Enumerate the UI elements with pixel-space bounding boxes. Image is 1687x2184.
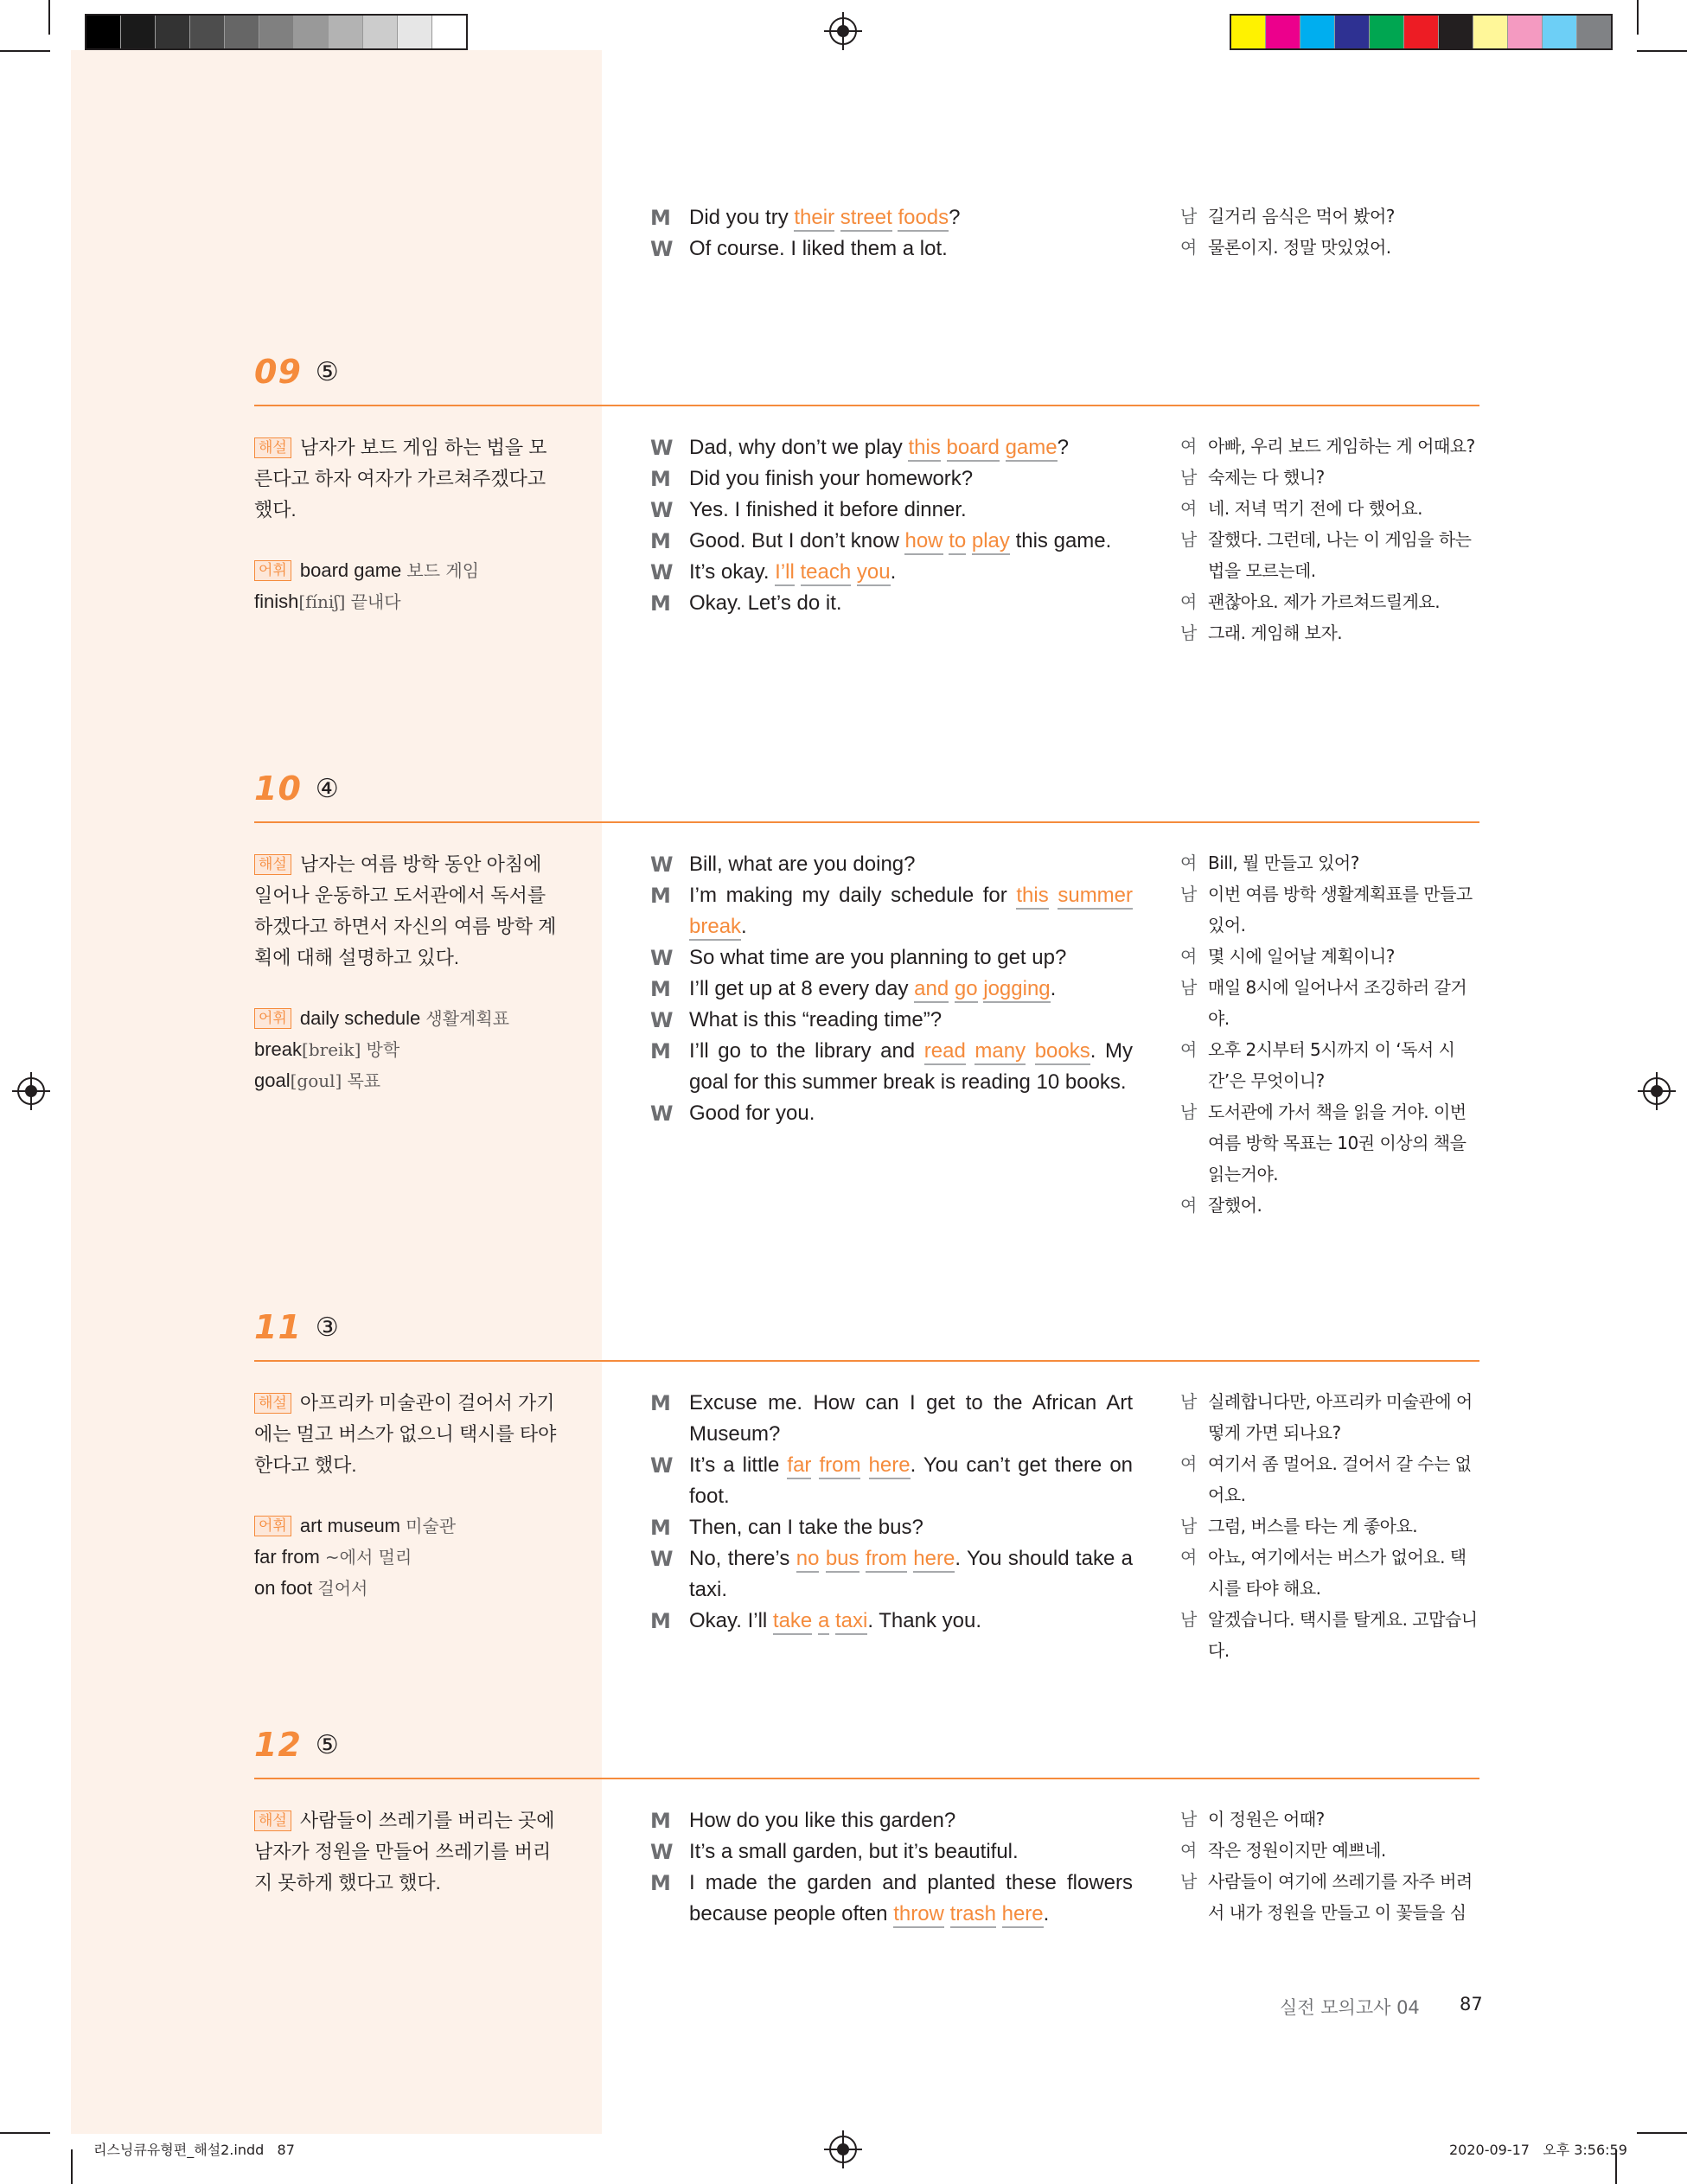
color-swatch — [259, 16, 294, 48]
vocab-word: on foot — [254, 1577, 313, 1599]
blank-answer: break — [689, 915, 741, 941]
explanation-block — [254, 849, 557, 1096]
translation-script — [1180, 1386, 1479, 1666]
vocab-tag: 어휘 — [254, 1516, 291, 1536]
section-divider — [254, 821, 1479, 823]
speaker-label-korean: 여 — [1180, 946, 1198, 967]
speaker-label-korean: 남 — [1180, 1609, 1198, 1630]
dialogue-text: So what time are you planning to get up? — [689, 946, 1067, 969]
page-number: 87 — [1460, 1994, 1483, 2015]
translation-text: 길거리 음식은 먹어 봤어? — [1208, 206, 1395, 227]
dialogue-text: Good. But I don’t know how to play this game. — [689, 526, 1133, 557]
speaker-label: M — [650, 591, 671, 616]
translation-line — [1180, 1448, 1479, 1510]
speaker-label-korean: 여 — [1180, 1547, 1198, 1568]
blank-answer: from — [819, 1453, 860, 1479]
speaker-label: M — [650, 529, 671, 553]
explanation-tag: 해설 — [254, 1810, 291, 1831]
color-swatch — [432, 16, 466, 48]
blank-answer: this — [908, 436, 940, 462]
translation-text: 아빠, 우리 보드 게임하는 게 어때요? — [1208, 436, 1475, 457]
color-swatch — [398, 16, 432, 48]
translation-line — [1180, 524, 1479, 586]
translation-line — [1180, 431, 1479, 462]
translation-text: 그럼, 버스를 타는 게 좋아요. — [1208, 1516, 1418, 1536]
vocab-tag: 어휘 — [254, 1008, 291, 1029]
dialogue-line — [650, 1036, 1133, 1098]
vocab-meaning: 미술관 — [406, 1516, 457, 1536]
blank-answer: foods — [898, 206, 949, 232]
vocab-item — [254, 1003, 557, 1034]
dialogue-line — [650, 1005, 1133, 1036]
dialogue-text: Then, can I take the bus? — [689, 1516, 923, 1539]
speaker-label-korean: 남 — [1180, 623, 1198, 643]
speaker-label: M — [650, 467, 671, 491]
section-divider — [254, 405, 1479, 406]
speaker-label: M — [650, 206, 671, 230]
dialogue-text: I’ll go to the library and read many books. My goal for this summer break is reading 10 books. — [689, 1039, 1134, 1094]
intro-translation — [1180, 201, 1479, 263]
dialogue-line — [650, 1805, 1133, 1836]
vocab-meaning: 끝내다 — [350, 591, 401, 612]
translation-line — [1180, 1034, 1479, 1096]
speaker-label-korean: 남 — [1180, 467, 1198, 488]
color-swatch — [121, 16, 156, 48]
color-swatch — [1473, 16, 1508, 48]
explanation-block — [254, 432, 557, 617]
translation-text: 아뇨, 여기에서는 버스가 없어요. 택시를 타야 해요. — [1208, 1547, 1467, 1599]
vocab-tag: 어휘 — [254, 560, 291, 581]
speaker-label: W — [650, 1102, 674, 1126]
translation-text: 알겠습니다. 택시를 탈게요. 고맙습니다. — [1208, 1609, 1478, 1661]
translation-line — [1180, 972, 1479, 1034]
speaker-label-korean: 여 — [1180, 1453, 1198, 1474]
translation-script — [1180, 431, 1479, 648]
speaker-label-korean: 여 — [1180, 1195, 1198, 1216]
dialogue-script — [650, 1805, 1133, 1930]
vocab-word: art museum — [299, 1515, 401, 1536]
dialogue-line — [650, 1450, 1133, 1512]
speaker-label-korean: 여 — [1180, 591, 1198, 612]
translation-text: 잘했어. — [1208, 1195, 1262, 1216]
vocab-item — [254, 1573, 557, 1604]
dialogue-line — [650, 1543, 1133, 1606]
dialogue-line — [650, 942, 1133, 974]
slug-date: 2020-09-17 오후 3:56:59 — [1449, 2142, 1627, 2158]
color-swatch — [1543, 16, 1577, 48]
vocab-word: break — [254, 1038, 303, 1060]
blank-answer: bus — [826, 1547, 859, 1573]
translation-line — [1180, 1835, 1479, 1866]
vocab-pronunciation: [breik] — [302, 1039, 361, 1060]
speaker-label: M — [650, 977, 671, 1001]
speaker-label-korean: 여 — [1180, 237, 1198, 258]
color-swatch — [1335, 16, 1370, 48]
color-swatch — [190, 16, 225, 48]
speaker-label: M — [650, 1871, 671, 1895]
translation-text: 오후 2시부터 5시까지 이 ‘독서 시간’은 무엇이니? — [1208, 1039, 1455, 1091]
vocab-item — [254, 555, 557, 586]
dialogue-line — [650, 233, 1133, 265]
color-swatch — [1439, 16, 1473, 48]
explanation-text — [254, 1388, 557, 1481]
translation-text: Bill, 뭘 만들고 있어? — [1208, 853, 1359, 873]
crop-mark — [71, 2149, 73, 2184]
question-number: 10 — [254, 770, 302, 808]
dialogue-line — [650, 974, 1133, 1005]
dialogue-line — [650, 1098, 1133, 1129]
translation-text: 사람들이 여기에 쓰레기를 자주 버려서 내가 정원을 만들고 이 꽃들을 심 — [1208, 1871, 1473, 1923]
vocab-word: daily schedule — [299, 1007, 421, 1029]
translation-line — [1180, 493, 1479, 524]
blank-answer: here — [1002, 1902, 1044, 1928]
speaker-label: W — [650, 498, 674, 522]
blank-answer: here — [869, 1453, 911, 1479]
dialogue-line — [650, 588, 1133, 619]
vocab-meaning: 목표 — [347, 1070, 381, 1091]
dialogue-line — [650, 526, 1133, 557]
answer-choice: ⑤ — [315, 1730, 339, 1760]
vocab-word: board game — [299, 559, 402, 581]
color-swatch — [1577, 16, 1611, 48]
speaker-label-korean: 여 — [1180, 436, 1198, 457]
translation-line — [1180, 1510, 1479, 1542]
color-swatch — [329, 16, 363, 48]
dialogue-line — [650, 202, 1133, 233]
translation-text: 몇 시에 일어날 계획이니? — [1208, 946, 1395, 967]
explanation-text — [254, 849, 557, 974]
speaker-label-korean: 여 — [1180, 498, 1198, 519]
dialogue-script — [650, 849, 1133, 1129]
translation-text: 괜찮아요. 제가 가르쳐드릴게요. — [1208, 591, 1441, 612]
question-number: 11 — [254, 1308, 302, 1346]
speaker-label: W — [650, 1547, 674, 1571]
translation-text: 물론이지. 정말 맛있었어. — [1208, 237, 1391, 258]
speaker-label: W — [650, 946, 674, 970]
explanation-body: 사람들이 쓰레기를 버리는 곳에 남자가 정원을 만들어 쓰레기를 버리지 못하게 했다고 했다. — [254, 1810, 555, 1893]
speaker-label-korean: 남 — [1180, 884, 1198, 904]
dialogue-line — [650, 1868, 1133, 1930]
dialogue-text: Okay. Let’s do it. — [689, 591, 842, 615]
color-swatch — [1404, 16, 1439, 48]
blank-answer: throw — [893, 1902, 944, 1928]
vocab-block — [254, 1003, 557, 1096]
gray-color-bar — [85, 14, 468, 50]
crop-mark — [1637, 50, 1687, 52]
blank-answer: go — [955, 977, 978, 1003]
translation-line — [1180, 1866, 1479, 1928]
speaker-label-korean: 여 — [1180, 1039, 1198, 1060]
dialogue-text: What is this “reading time”? — [689, 1008, 943, 1031]
vocab-item — [254, 586, 557, 617]
dialogue-script — [650, 432, 1133, 619]
speaker-label: W — [650, 1840, 674, 1864]
dialogue-script — [650, 1388, 1133, 1637]
answer-choice: ⑤ — [315, 357, 339, 387]
blank-answer: board — [947, 436, 1000, 462]
translation-text: 네. 저녁 먹기 전에 다 했어요. — [1208, 498, 1423, 519]
translation-text: 매일 8시에 일어나서 조깅하러 갈거야. — [1208, 977, 1467, 1029]
translation-text: 이 정원은 어때? — [1208, 1809, 1325, 1830]
crop-mark — [48, 0, 50, 35]
explanation-body: 남자가 보드 게임 하는 법을 모른다고 하자 여자가 가르쳐주겠다고 했다. — [254, 437, 547, 520]
color-swatch — [1300, 16, 1335, 48]
dialogue-line — [650, 495, 1133, 526]
dialogue-text: Yes. I finished it before dinner. — [689, 498, 967, 521]
vocab-meaning: 걸어서 — [317, 1578, 368, 1599]
blank-answer: take — [773, 1609, 812, 1635]
blank-answer: teach — [801, 560, 852, 586]
vocab-block — [254, 555, 557, 617]
blank-answer: this — [1016, 884, 1048, 910]
dialogue-text: Okay. I’ll take a taxi. Thank you. — [689, 1606, 1133, 1637]
blank-answer: many — [974, 1039, 1026, 1065]
dialogue-line — [650, 463, 1133, 495]
vocab-item — [254, 1034, 557, 1065]
speaker-label-korean: 남 — [1180, 1102, 1198, 1122]
color-swatch — [294, 16, 329, 48]
dialogue-text: Good for you. — [689, 1102, 815, 1125]
dialogue-line — [650, 432, 1133, 463]
blank-answer: books — [1035, 1039, 1090, 1065]
answer-choice: ③ — [315, 1312, 339, 1343]
speaker-label: M — [650, 1609, 671, 1633]
color-swatch — [225, 16, 259, 48]
color-swatch — [1508, 16, 1543, 48]
registration-mark-top — [829, 17, 857, 45]
blank-answer: to — [949, 529, 966, 555]
blank-answer: summer — [1058, 884, 1133, 910]
vocab-meaning: 생활계획표 — [425, 1008, 510, 1029]
blank-answer: and — [914, 977, 949, 1003]
translation-text: 잘했다. 그런데, 나는 이 게임을 하는 법을 모르는데. — [1208, 529, 1472, 581]
crop-mark — [1637, 2132, 1687, 2134]
section-divider — [254, 1778, 1479, 1779]
color-swatch — [1266, 16, 1300, 48]
section-divider — [254, 1360, 1479, 1362]
speaker-label: M — [650, 1809, 671, 1833]
translation-line — [1180, 1386, 1479, 1448]
translation-text: 그래. 게임해 보자. — [1208, 623, 1343, 643]
explanation-tag: 해설 — [254, 437, 291, 458]
speaker-label-korean: 여 — [1180, 1840, 1198, 1861]
blank-answer: I’ll — [775, 560, 795, 586]
blank-answer: game — [1006, 436, 1058, 462]
color-swatch — [156, 16, 190, 48]
color-swatch — [1370, 16, 1404, 48]
explanation-text — [254, 1805, 557, 1899]
blank-answer: trash — [950, 1902, 996, 1928]
registration-mark-right — [1643, 1077, 1671, 1105]
speaker-label: M — [650, 1039, 671, 1063]
translation-line — [1180, 1604, 1479, 1666]
intro-dialogue — [650, 202, 1133, 265]
speaker-label: W — [650, 1453, 674, 1478]
speaker-label: W — [650, 237, 674, 261]
vocab-pronunciation: [fíniʃ] — [298, 591, 346, 612]
dialogue-line — [650, 557, 1133, 588]
dialogue-text: I’ll get up at 8 every day and go jogging. — [689, 974, 1133, 1005]
blank-answer: from — [866, 1547, 907, 1573]
blank-answer: read — [924, 1039, 966, 1065]
explanation-tag: 해설 — [254, 1393, 291, 1414]
footer-test-title: 실전 모의고사 04 — [1280, 1997, 1420, 2018]
translation-line — [1180, 232, 1479, 263]
dialogue-text: Bill, what are you doing? — [689, 853, 916, 876]
speaker-label: W — [650, 1008, 674, 1032]
vocab-word: far from — [254, 1546, 320, 1568]
translation-script — [1180, 1804, 1479, 1928]
translation-text: 도서관에 가서 책을 읽을 거야. 이번 여름 방학 목표는 10권 이상의 책을 읽는거야. — [1208, 1102, 1467, 1185]
dialogue-text: Of course. I liked them a lot. — [689, 237, 948, 260]
vocab-block — [254, 1510, 557, 1604]
speaker-label-korean: 남 — [1180, 206, 1198, 227]
speaker-label-korean: 남 — [1180, 529, 1198, 550]
translation-line — [1180, 941, 1479, 972]
translation-line — [1180, 1804, 1479, 1835]
translation-line — [1180, 617, 1479, 648]
dialogue-text: Excuse me. How can I get to the African Art Museum? — [689, 1391, 1133, 1446]
speaker-label-korean: 여 — [1180, 853, 1198, 873]
translation-line — [1180, 1096, 1479, 1190]
crop-mark — [1637, 0, 1639, 35]
speaker-label: M — [650, 884, 671, 908]
translation-line — [1180, 1190, 1479, 1221]
translation-text: 숙제는 다 했니? — [1208, 467, 1325, 488]
color-swatch — [363, 16, 398, 48]
dialogue-text: I’m making my daily schedule for this summer break. — [689, 880, 1133, 942]
color-swatch — [1231, 16, 1266, 48]
explanation-block — [254, 1805, 557, 1899]
crop-mark — [0, 50, 50, 52]
speaker-label: W — [650, 560, 674, 584]
question-header — [254, 353, 1479, 391]
dialogue-line — [650, 1512, 1133, 1543]
translation-text: 여기서 좀 멀어요. 걸어서 갈 수는 없어요. — [1208, 1453, 1472, 1505]
vocab-item — [254, 1510, 557, 1542]
speaker-label-korean: 남 — [1180, 1809, 1198, 1830]
speaker-label: M — [650, 1516, 671, 1540]
dialogue-line — [650, 849, 1133, 880]
translation-text: 실례합니다만, 아프리카 미술관에 어떻게 가면 되나요? — [1208, 1391, 1473, 1443]
translation-line — [1180, 847, 1479, 878]
question-header — [254, 1308, 1479, 1346]
speaker-label-korean: 남 — [1180, 1391, 1198, 1412]
blank-answer: no — [796, 1547, 820, 1573]
blank-answer: how — [904, 529, 943, 555]
blank-answer: a — [818, 1609, 829, 1635]
dialogue-text: It’s a little far from here. You can’t get there on foot. — [689, 1453, 1134, 1508]
translation-line — [1180, 878, 1479, 941]
vocab-pronunciation: [goul] — [290, 1070, 342, 1091]
cmyk-color-bar — [1230, 14, 1613, 50]
answer-choice: ④ — [315, 774, 339, 804]
blank-answer: street — [840, 206, 892, 232]
registration-mark-bottom — [829, 2136, 857, 2163]
speaker-label-korean: 남 — [1180, 1871, 1198, 1892]
blank-answer: taxi — [835, 1609, 867, 1635]
translation-line — [1180, 201, 1479, 232]
dialogue-text: No, there’s no bus from here. You should take a taxi. — [689, 1547, 1134, 1601]
blank-answer: here — [913, 1547, 955, 1573]
explanation-text — [254, 432, 557, 526]
explanation-tag: 해설 — [254, 854, 291, 875]
dialogue-text: Did you finish your homework? — [689, 467, 974, 490]
dialogue-line — [650, 1606, 1133, 1637]
translation-line — [1180, 586, 1479, 617]
vocab-meaning: 보드 게임 — [406, 560, 480, 581]
dialogue-text: Dad, why don’t we play this board game? — [689, 432, 1133, 463]
blank-answer: you — [857, 560, 891, 586]
question-number: 12 — [254, 1726, 302, 1764]
dialogue-text: It’s a small garden, but it’s beautiful. — [689, 1840, 1019, 1863]
vocab-item — [254, 1542, 557, 1573]
blank-answer: jogging — [983, 977, 1050, 1003]
vocab-meaning: 방학 — [366, 1039, 400, 1060]
speaker-label-korean: 남 — [1180, 1516, 1198, 1536]
translation-line — [1180, 462, 1479, 493]
vocab-word: goal — [254, 1070, 291, 1091]
vocab-meaning: ~에서 멀리 — [324, 1547, 412, 1568]
explanation-block — [254, 1388, 557, 1604]
blank-answer: their — [794, 206, 834, 232]
explanation-body: 아프리카 미술관이 걸어서 가기에는 멀고 버스가 없으니 택시를 타야 한다고 했다. — [254, 1392, 557, 1476]
question-header — [254, 1726, 1479, 1764]
explanation-body: 남자는 여름 방학 동안 아침에 일어나 운동하고 도서관에서 독서를 하겠다고 하면서 자신의 여름 방학 계획에 대해 설명하고 있다. — [254, 853, 557, 968]
vocab-item — [254, 1065, 557, 1096]
dialogue-text: How do you like this garden? — [689, 1809, 956, 1832]
translation-line — [1180, 1542, 1479, 1604]
question-header — [254, 770, 1479, 808]
dialogue-text: I made the garden and planted these flowers because people often throw trash here. — [689, 1868, 1133, 1930]
translation-text: 이번 여름 방학 생활계획표를 만들고 있어. — [1208, 884, 1473, 936]
slug-file-name: 리스닝큐유형편_해설2.indd 87 — [93, 2142, 295, 2158]
dialogue-text: It’s okay. I’ll teach you. — [689, 557, 1133, 588]
translation-script — [1180, 847, 1479, 1221]
translation-text: 작은 정원이지만 예쁘네. — [1208, 1840, 1386, 1861]
dialogue-line — [650, 880, 1133, 942]
speaker-label-korean: 남 — [1180, 977, 1198, 998]
speaker-label: W — [650, 436, 674, 460]
speaker-label: M — [650, 1391, 671, 1415]
blank-answer: play — [972, 529, 1010, 555]
blank-answer: far — [787, 1453, 811, 1479]
speaker-label: W — [650, 853, 674, 877]
dialogue-text: Did you try their street foods? — [689, 202, 1133, 233]
registration-mark-left — [17, 1077, 45, 1105]
question-number: 09 — [254, 353, 302, 391]
crop-mark — [0, 2132, 50, 2134]
color-swatch — [86, 16, 121, 48]
vocab-word: finish — [254, 591, 299, 612]
dialogue-line — [650, 1388, 1133, 1450]
dialogue-line — [650, 1836, 1133, 1868]
